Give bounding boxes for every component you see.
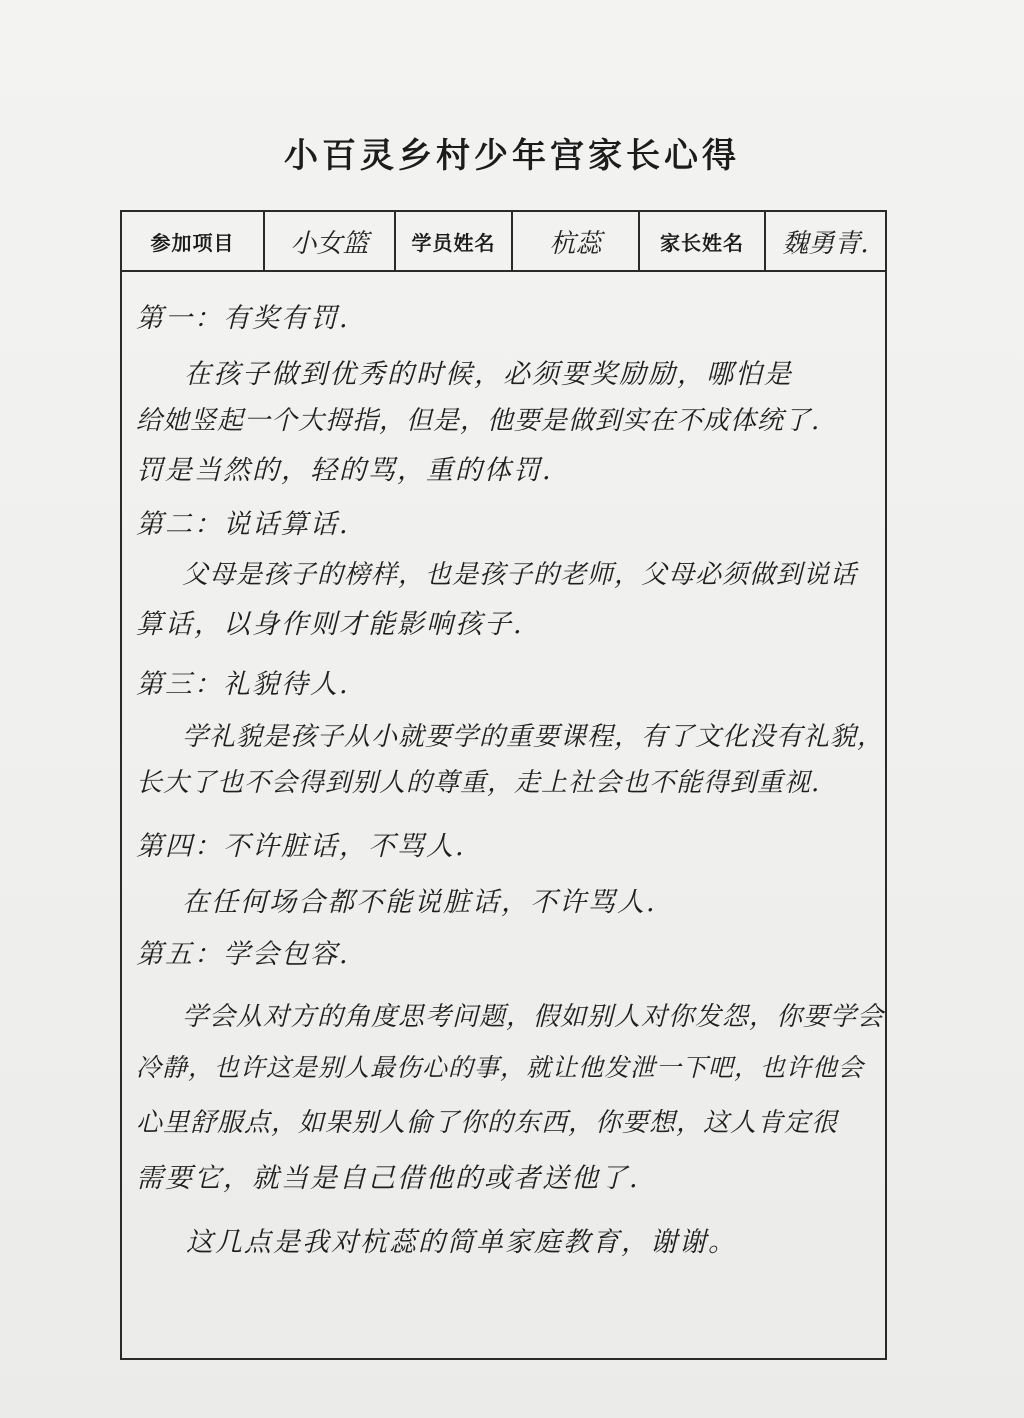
heading-1: 第一：有奖有罚. <box>136 303 350 334</box>
parent-value-cell <box>766 212 885 270</box>
text-line: 长大了也不会得到别人的尊重，走上社会也不能得到重视. <box>136 768 821 798</box>
parent-label-cell <box>640 212 766 270</box>
student-label: 学员姓名 <box>411 230 496 255</box>
student-label-cell <box>396 212 513 270</box>
form-header-row <box>122 212 885 272</box>
text-line: 在任何场合都不能说脏话，不许骂人. <box>182 887 657 918</box>
text-line: 心里舒服点，如果别人偷了你的东西，你要想，这人肯定很 <box>136 1108 839 1138</box>
text-line: 给她竖起一个大拇指，但是，他要是做到实在不成体统了. <box>136 406 821 436</box>
project-value-cell <box>265 212 396 270</box>
heading-5: 第五：学会包容. <box>136 939 350 970</box>
text-line: 冷静，也许这是别人最伤心的事，就让他发泄一下吧，也许他会 <box>136 1053 865 1082</box>
heading-4: 第四：不许脏话，不骂人. <box>136 831 466 862</box>
parent-value: 魏勇青. <box>782 228 869 259</box>
student-value: 杭蕊 <box>549 228 602 259</box>
heading-3: 第三：礼貌待人. <box>136 669 350 700</box>
project-label-cell <box>122 212 265 270</box>
page-title: 小百灵乡村少年宫家长心得 <box>284 136 740 176</box>
text-line: 学礼貌是孩子从小就要学的重要课程，有了文化没有礼貌， <box>182 722 885 752</box>
heading-2: 第二：说话算话. <box>136 509 350 540</box>
project-value: 小女篮 <box>290 228 369 259</box>
text-line: 父母是孩子的榜样，也是孩子的老师，父母必须做到说话 <box>182 560 858 590</box>
text-line: 算话，以身作则才能影响孩子. <box>136 609 524 640</box>
text-line: 罚是当然的，轻的骂，重的体罚. <box>136 455 553 486</box>
text-line: 需要它，就当是自己借他的或者送他了. <box>136 1163 640 1194</box>
closing-line: 这几点是我对杭蕊的简单家庭教育，谢谢。 <box>186 1227 737 1258</box>
project-label: 参加项目 <box>150 230 235 255</box>
student-value-cell <box>513 212 640 270</box>
text-line: 在孩子做到优秀的时候，必须要奖励励，哪怕是 <box>184 359 793 390</box>
text-line: 学会从对方的角度思考问题，假如别人对你发怨，你要学会 <box>182 1002 885 1032</box>
feedback-form <box>120 210 887 1360</box>
parent-label: 家长姓名 <box>660 230 744 255</box>
